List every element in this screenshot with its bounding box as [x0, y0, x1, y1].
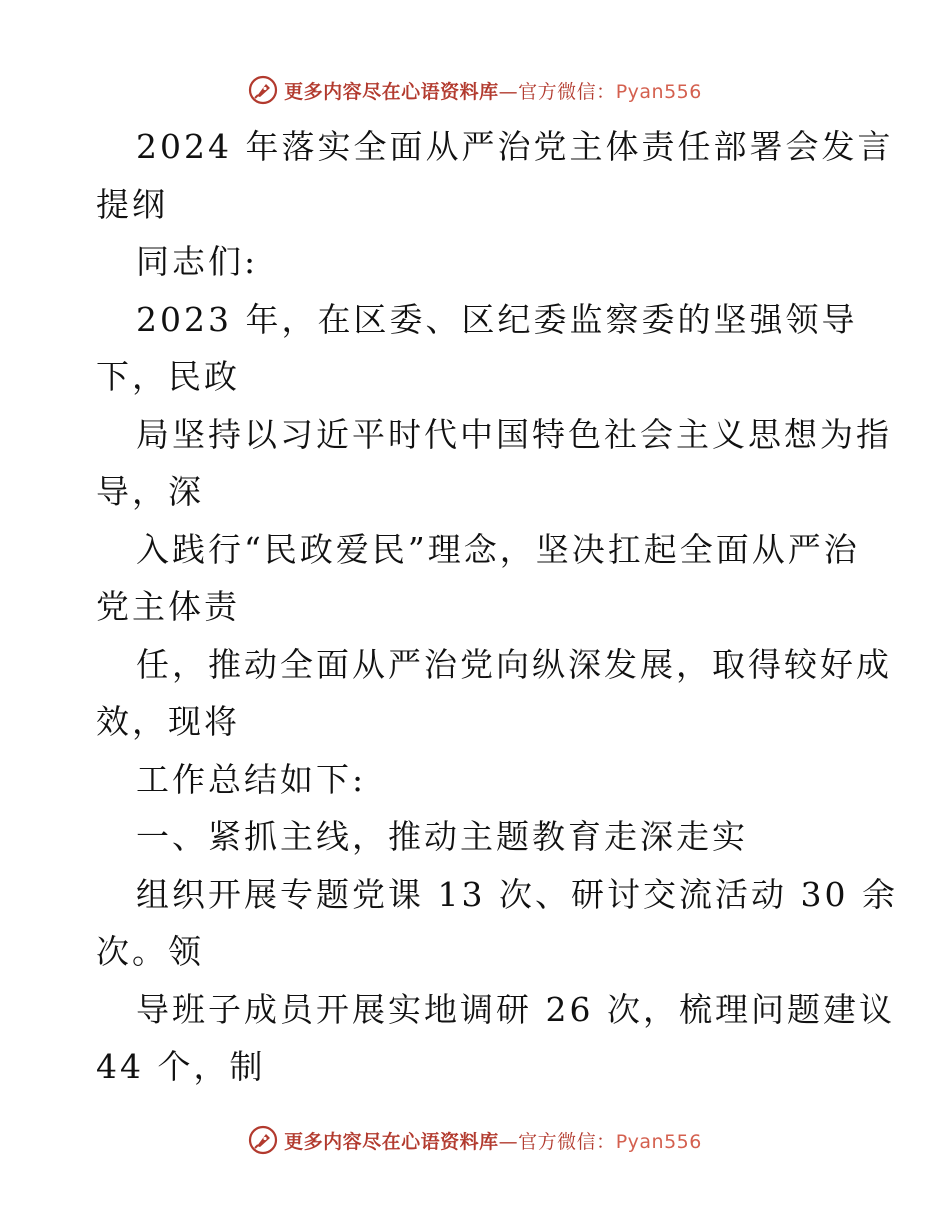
watermark-wechat-label: 官方微信： — [518, 1130, 616, 1153]
pen-nib-logo-icon — [248, 75, 278, 105]
text-line: 2023 年，在区委、区纪委监察委的坚强领导 — [136, 299, 858, 339]
text-line: 局坚持以习近平时代中国特色社会主义思想为指 — [136, 414, 892, 454]
watermark-main: 更多内容尽在心语资料库 — [284, 1130, 499, 1153]
text-line: 次。领 — [96, 932, 204, 971]
text-line: 一、紧抓主线，推动主题教育走深走实 — [136, 817, 748, 856]
watermark-wechat-id: Pyan556 — [615, 80, 702, 103]
text-line: 同志们: — [136, 242, 259, 281]
text-line: 提纲 — [96, 184, 168, 224]
watermark-text — [284, 1127, 702, 1154]
text-line: 2024 年落实全面从严治党主体责任部署会发言 — [136, 127, 894, 166]
watermark-wechat-label: 官方微信： — [518, 80, 616, 103]
text-line: 效，现将 — [96, 702, 240, 741]
text-line: 工作总结如下: — [136, 759, 367, 799]
watermark-text — [284, 77, 702, 104]
watermark-dash: — — [498, 1130, 519, 1153]
text-line: 党主体责 — [96, 587, 240, 626]
footer-watermark — [0, 1120, 950, 1160]
text-line: 组织开展专题党课 13 次、研讨交流活动 30 余 — [136, 874, 898, 914]
watermark-main: 更多内容尽在心语资料库 — [284, 80, 499, 103]
text-line: 导，深 — [96, 472, 204, 511]
text-line: 导班子成员开展实地调研 26 次，梳理问题建议 — [136, 989, 895, 1029]
header-watermark — [0, 70, 950, 110]
text-line: 44 个，制 — [96, 1047, 266, 1086]
pen-nib-logo-icon — [248, 1125, 278, 1155]
watermark-wechat-id: Pyan556 — [615, 1130, 702, 1153]
text-line: 入践行“民政爱民”理念，坚决扛起全面从严治 — [136, 529, 860, 569]
document-body — [96, 118, 898, 1096]
text-line: 任，推动全面从严治党向纵深发展，取得较好成 — [136, 644, 892, 684]
watermark-dash: — — [498, 80, 519, 103]
text-line: 下，民政 — [96, 357, 240, 396]
